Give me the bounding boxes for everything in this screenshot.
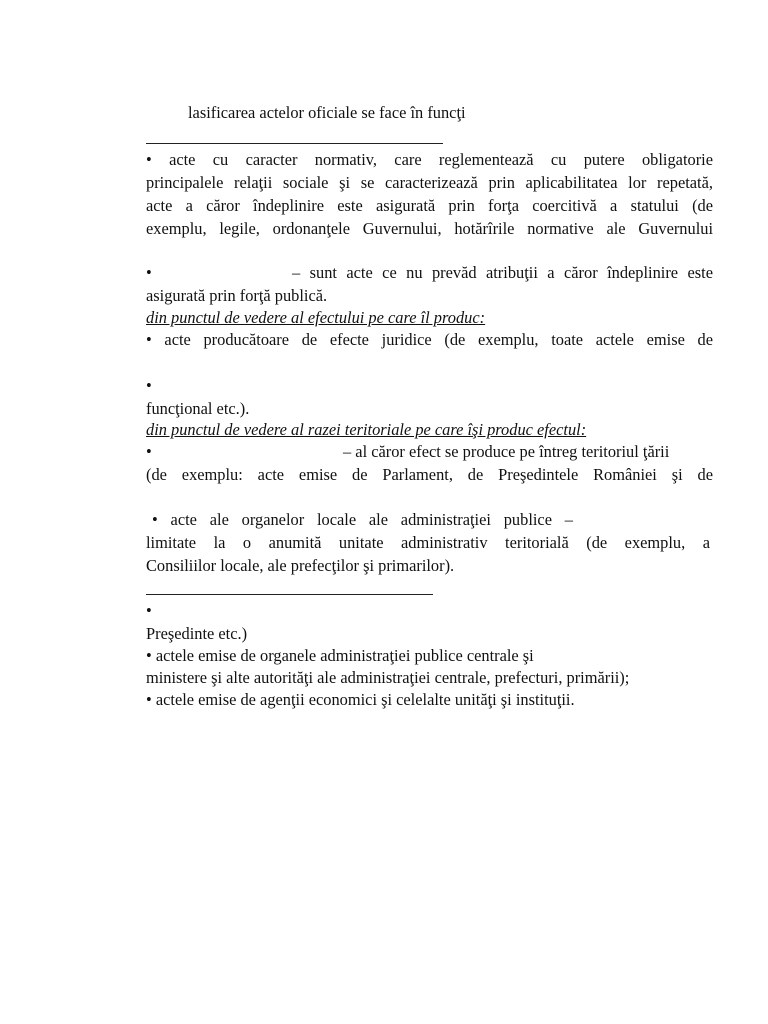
normative-line-1: • acte cu caracter normativ, care reglementează cu putere obligatorie (146, 150, 713, 169)
individual-acts-line: – sunt acte ce nu prevăd atribuţii a căror îndeplinire este (292, 263, 713, 282)
local-acts-line-2: limitate la o anumită unitate administrativ teritorială (de exemplu, a (146, 533, 710, 552)
bullet-empty-1: • (146, 376, 152, 395)
normative-line-2: principalele relaţii sociale şi se caracterizează prin aplicabilitatea lor repetată, (146, 173, 713, 192)
heading-effect: din punctul de vedere al efectului pe care îl produc: (146, 308, 486, 327)
agents-line: • actele emise de agenţii economici şi celelalte unităţi şi instituţii. (146, 690, 575, 709)
functional-line: funcţional etc.). (146, 399, 250, 418)
territorial-line: – al căror efect se produce pe întreg teritoriul ţării (343, 442, 670, 461)
bullet-individual: • (146, 263, 152, 282)
normative-line-3: acte a căror îndeplinire este asigurată prin forţa coercitivă a statului (de (146, 196, 713, 215)
bullet-territorial: • (146, 442, 152, 461)
central-acts-line: • actele emise de organele administraţiei publice centrale şi (146, 646, 534, 665)
effect-line: • acte producătoare de efecte juridice (de exemplu, toate actele emise de (146, 330, 713, 349)
intro-line: lasificarea actelor oficiale se face în funcţi (188, 103, 466, 122)
central-acts-line-2: ministere şi alte autorităţi ale administraţiei centrale, prefecturi, primării); (146, 668, 630, 687)
bullet-empty-2: • (146, 601, 152, 620)
presedinte-line: Preşedinte etc.) (146, 624, 248, 643)
local-acts-line: • acte ale organelor locale ale administraţiei publice – (152, 510, 573, 529)
territorial-line-2: (de exemplu: acte emise de Parlament, de Preşedintele României şi de (146, 465, 713, 484)
individual-acts-line-2: asigurată prin forţă publică. (146, 286, 328, 305)
blank-underline-1 (146, 143, 443, 144)
heading-territorial: din punctul de vedere al razei teritoriale pe care îşi produc efectul: (146, 420, 587, 439)
local-acts-line-3: Consiliilor locale, ale prefecţilor şi primarilor). (146, 556, 455, 575)
blank-underline-2 (146, 594, 433, 595)
normative-line-4: exemplu, legile, ordonanţele Guvernului, hotărîrile normative ale Guvernului (146, 219, 713, 238)
